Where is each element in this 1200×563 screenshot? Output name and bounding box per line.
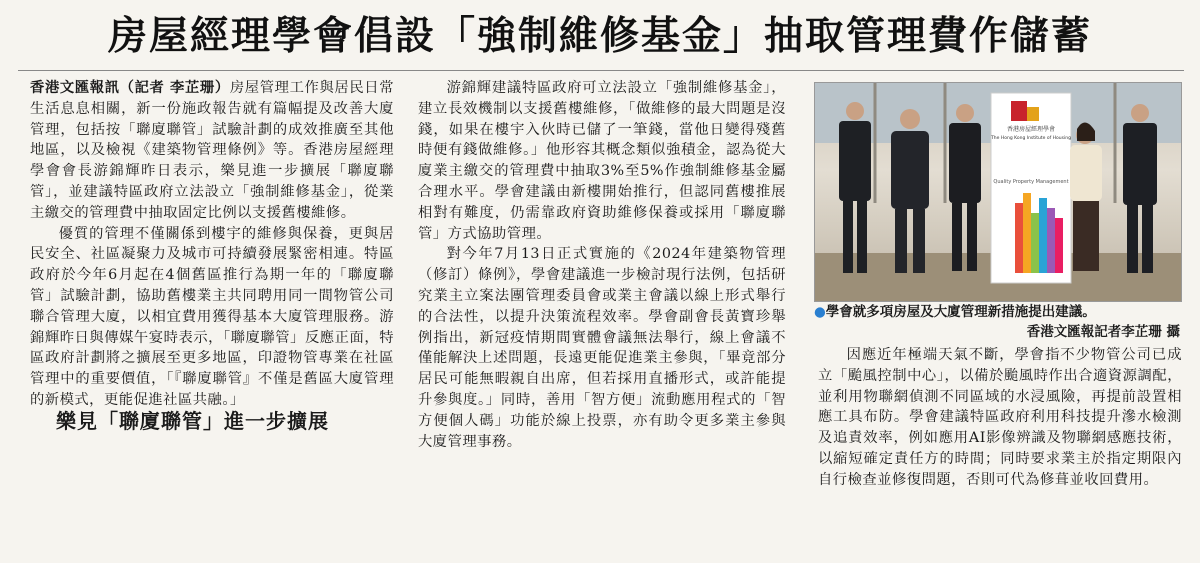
banner-subtitle: The Hong Kong Institute of Housing (991, 136, 1071, 141)
caption-text: 學會就多項房屋及大廈管理新措施提出建議。 (825, 304, 1096, 320)
photo-credit: 香港文匯報記者李芷珊 攝 (1026, 324, 1180, 340)
paragraph-text: 房屋管理工作與居民日常生活息息相關，新一份施政報告就有篇幅提及改善大廈管理，包括按「聯廈聯管」試驗計劃的成效推廣至其他地區，以及檢視《建築物管理條例》等。香港房屋經理學會會長游錦輝昨日表示，樂見進一步擴展「聯廈聯管」，並建議特區政府立法設立「強制維修基金」，從業主繳交的管理費中抽取固定比例以支援舊樓維修。 (30, 80, 395, 221)
person (949, 104, 981, 271)
caption-bullet-icon: ● (814, 304, 826, 320)
photo-caption (814, 302, 1180, 342)
article-column-3 (818, 345, 1182, 491)
person (1070, 122, 1102, 271)
headline: 房屋經理學會倡設「強制維修基金」抽取管理費作儲蓄 (107, 14, 1092, 59)
person (1123, 104, 1157, 273)
banner-title: 香港房屋經理學會 (1006, 126, 1056, 133)
article-column-1 (30, 78, 394, 432)
person (839, 102, 871, 273)
person (891, 109, 929, 273)
banner-text: Quality Property Management (993, 179, 1069, 185)
paragraph: 對今年7月13日正式實施的《2024年建築物管理（修訂）條例》，學會建議進一步檢討現行法例，包括研究業主立案法團管理委員會或業主會議以線上形式舉行的合法性，以提升決策流程效率。學會副會長黃寶珍舉例指出，新冠疫情期間實體會議無法舉行，線上會議不僅能解決上述問題，長遠更能促進業主參與，「畢竟部分居民可能無暇親自出席，但若採用直播形式，或許能提升參與度。」同時，善用「智方便」流動應用程式的「智方便個人碼」功能於線上投票，亦有助令更多業主參與大廈管理事務。 (418, 246, 786, 450)
headline-rule (18, 70, 1184, 71)
subheading: 樂見「聯廈聯管」進一步擴展 (56, 408, 329, 433)
paragraph (30, 78, 394, 224)
paragraph: 優質的管理不僅關係到樓宇的維修與保養，更與居民安全、社區凝聚力及城市可持續發展緊密相連。特區政府於今年6月起在4個舊區推行為期一年的「聯廈聯管」試驗計劃，協助舊樓業主共同聘用同一間物管公司聯合管理大廈，以相宜費用獲得基本大廈管理服務。游錦輝昨日與傳媒午宴時表示，「聯廈聯管」反應正面，特區政府計劃將之擴展至更多地區，印證物管專業在社區管理中的重要價值，「『聯廈聯管』不僅是舊區大廈管理的新模式，更能促進社區共融。」 (30, 225, 394, 408)
paragraph: 因應近年極端天氣不斷，學會指不少物管公司已成立「颱風控制中心」，以備於颱風時作出合適資源調配，並利用物聯網偵測不同區域的水浸風險，再提前設置相應工具布防。學會建議特區政府利用科技提升滲水檢測及追責效率，例如應用AI影像辨識及物聯網感應技術，以縮短確定責任方的時間；同時要求業主於指定期限內自行檢查並修復問題，否則可代為修葺並收回費用。 (818, 347, 1182, 488)
article-column-2 (418, 78, 786, 452)
paragraph: 游錦輝建議特區政府可立法設立「強制維修基金」，建立長效機制以支援舊樓維修，「做維修的最大問題是沒錢，如果在樓宇入伙時已儲了一筆錢，當他日變得殘舊時便有錢做維修。」他形容其概念類似強積金，認為從大廈業主繳交的管理費中抽取3%至5%作強制維修基金屬合理水平。學會建議由新樓開始推行，但認同舊樓推展相對有難度，仍需靠政府資助維修保養或採用「聯廈聯管」方式協助管理。 (418, 80, 786, 242)
byline: 香港文匯報訊（記者 李芷珊） (30, 80, 230, 96)
news-photo (814, 82, 1182, 302)
photo-illustration (815, 83, 1181, 301)
